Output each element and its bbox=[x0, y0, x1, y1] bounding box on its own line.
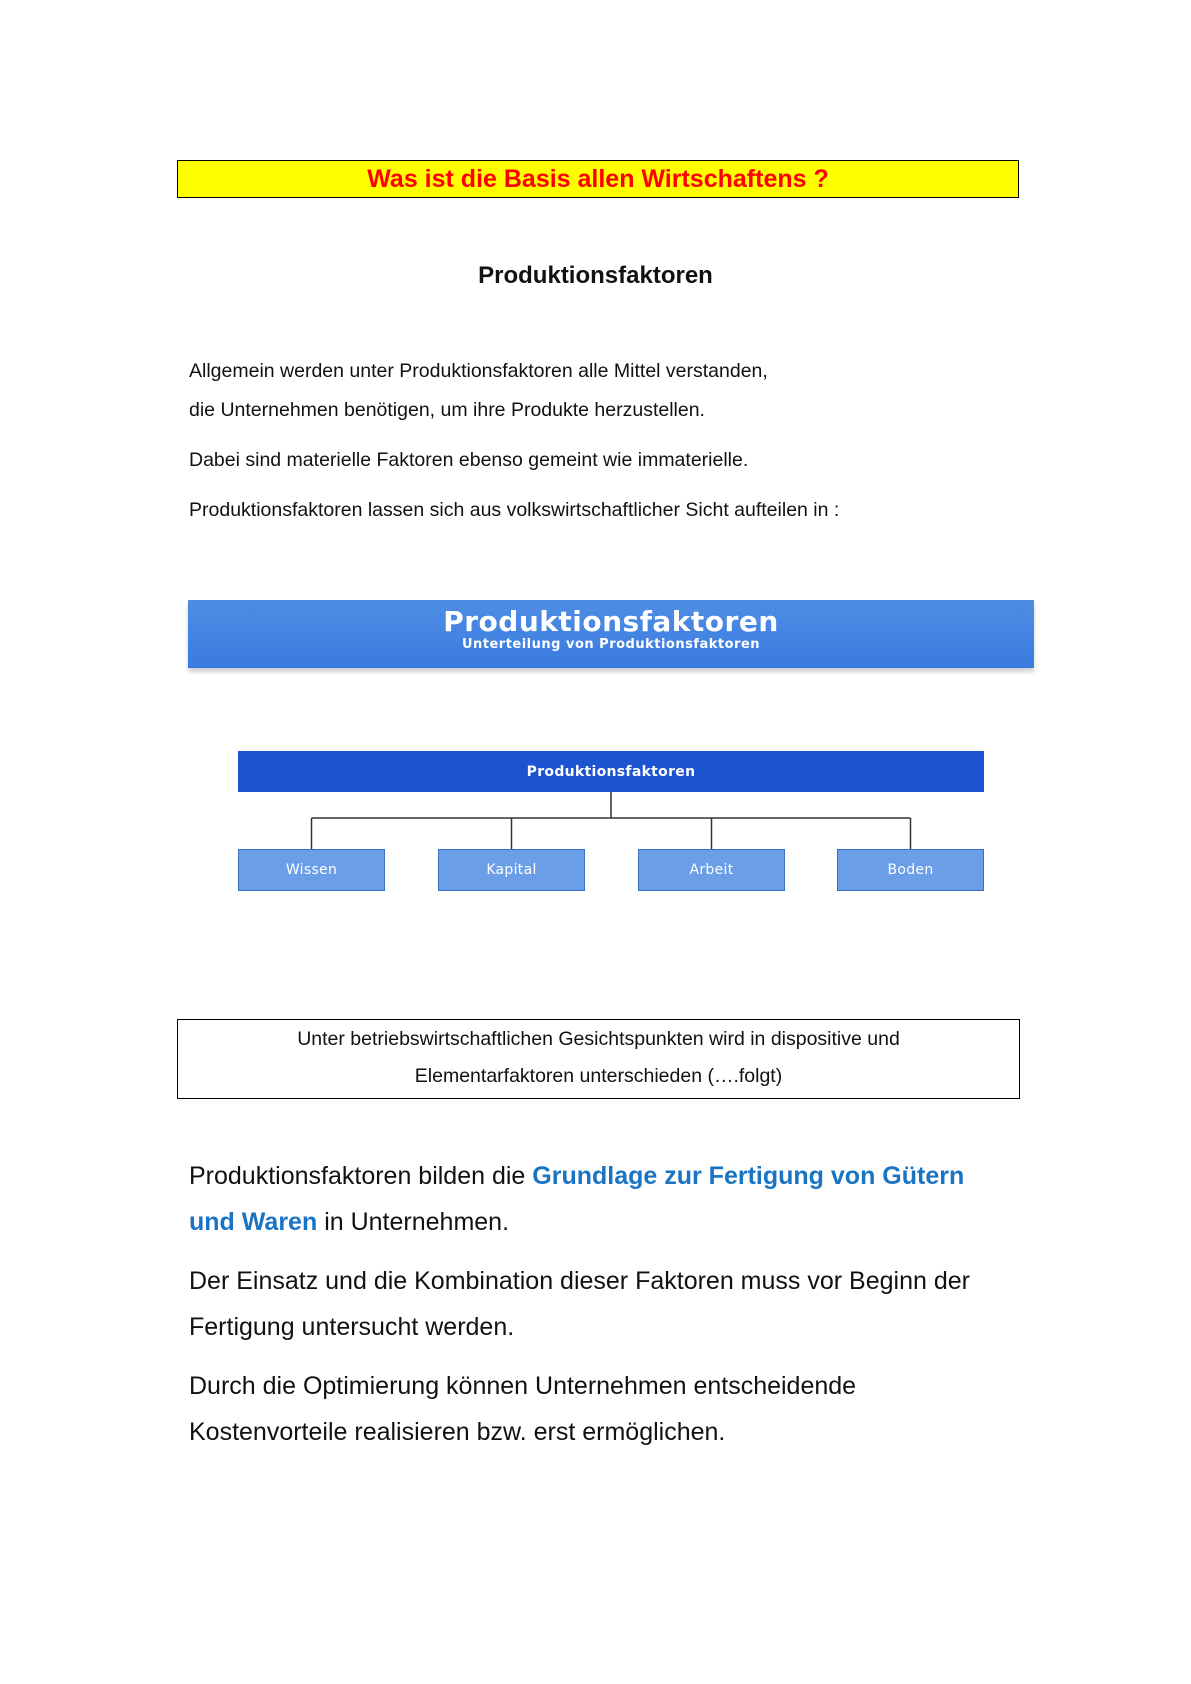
note-line-1: Unter betriebswirtschaftlichen Gesichtspunkten wird in dispositive und bbox=[297, 1028, 900, 1050]
outro-p1-text-before: Produktionsfaktoren bilden die bbox=[189, 1162, 533, 1190]
intro-line-3: Dabei sind materielle Faktoren ebenso gemeint wie immaterielle. bbox=[189, 449, 749, 471]
outro-section bbox=[189, 1153, 1029, 1455]
outro-p1-highlight-a: Grundlage zur Fertigung von Gütern bbox=[532, 1162, 965, 1190]
org-node-kapital: Kapital bbox=[438, 849, 585, 891]
org-root-node: Produktionsfaktoren bbox=[238, 751, 984, 792]
banner-title: Produktionsfaktoren bbox=[443, 605, 779, 638]
page-heading: Produktionsfaktoren bbox=[478, 262, 713, 289]
outro-paragraph-1-cont bbox=[189, 1199, 1029, 1245]
intro-line-1: Allgemein werden unter Produktionsfaktoren alle Mittel verstanden, bbox=[189, 360, 768, 382]
intro-line-4: Produktionsfaktoren lassen sich aus volkswirtschaftlicher Sicht aufteilen in : bbox=[189, 499, 840, 521]
org-node-arbeit: Arbeit bbox=[638, 849, 785, 891]
outro-p3-line-2: Kostenvorteile realisieren bzw. erst ermöglichen. bbox=[189, 1418, 726, 1446]
note-line-2: Elementarfaktoren unterschieden (….folgt) bbox=[414, 1065, 783, 1087]
outro-p1-text-after: in Unternehmen. bbox=[317, 1208, 510, 1236]
outro-p3-line-1: Durch die Optimierung können Unternehmen entscheidende bbox=[189, 1372, 857, 1400]
intro-section bbox=[189, 352, 1009, 530]
org-node-boden: Boden bbox=[837, 849, 984, 891]
outro-p2-line-1: Der Einsatz und die Kombination dieser Faktoren muss vor Beginn der bbox=[189, 1267, 970, 1295]
banner-subtitle: Unterteilung von Produktionsfaktoren bbox=[461, 637, 761, 652]
outro-p1-highlight-b: und Waren bbox=[189, 1208, 318, 1236]
title-text: Was ist die Basis allen Wirtschaftens ? bbox=[367, 164, 829, 193]
intro-line-2: die Unternehmen benötigen, um ihre Produkte herzustellen. bbox=[189, 399, 705, 421]
diagram-banner bbox=[188, 600, 1034, 668]
outro-p2-line-2: Fertigung untersucht werden. bbox=[189, 1313, 515, 1341]
note-box bbox=[177, 1019, 1020, 1099]
title-box bbox=[177, 160, 1019, 198]
outro-paragraph-1 bbox=[189, 1153, 1029, 1199]
org-node-wissen: Wissen bbox=[238, 849, 385, 891]
